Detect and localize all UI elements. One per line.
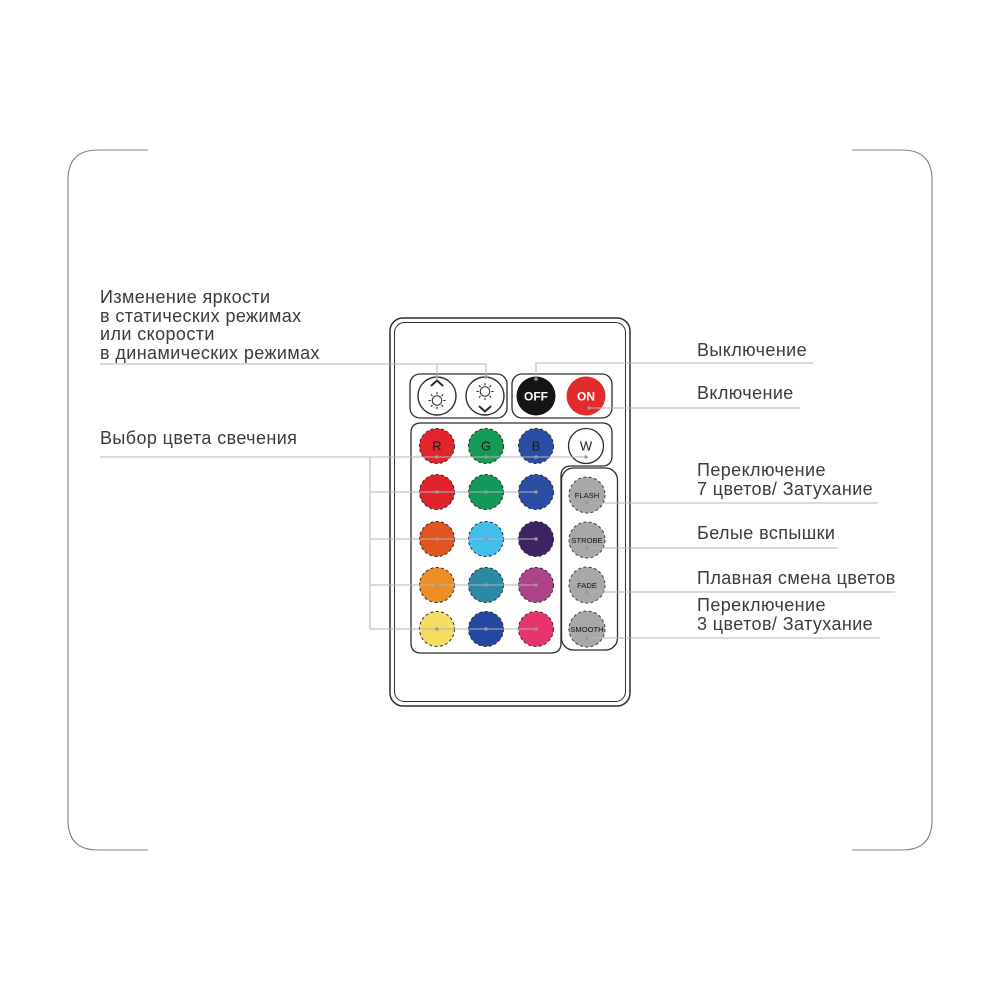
annotation-line: в статических режимах <box>100 305 302 326</box>
r-label: R <box>432 438 442 454</box>
flash-button[interactable] <box>569 477 605 513</box>
strobe-button[interactable] <box>569 522 605 558</box>
flash-button-label: FLASH <box>574 490 600 500</box>
annotation-line: Переключение <box>697 595 826 615</box>
strobe-annotation: Белые вспышки <box>697 523 836 543</box>
g-label: G <box>480 438 492 454</box>
fade-button[interactable] <box>569 567 605 603</box>
brightness-up-button[interactable] <box>418 377 456 415</box>
off-button-label: OFF <box>524 389 548 404</box>
on-button-label: ON <box>577 389 595 404</box>
brightness-down-button[interactable] <box>466 377 504 415</box>
annotation-line: в динамических режимах <box>100 342 320 363</box>
annotation-line: Изменение яркости <box>100 287 271 307</box>
annotation-line: или скорости <box>100 324 215 344</box>
w-label: W <box>579 438 593 454</box>
remote-control <box>390 318 630 706</box>
strobe-button-label: STROBE <box>571 535 603 545</box>
fade-annotation: Плавная смена цветов <box>697 568 896 588</box>
b-label: B <box>531 438 541 454</box>
color-select-annotation: Выбор цвета свечения <box>100 428 298 448</box>
power-on-annotation: Включение <box>697 383 794 403</box>
off-button[interactable] <box>517 377 556 416</box>
smooth-button-label: SMOOTH <box>570 624 604 634</box>
smooth-button[interactable] <box>569 611 605 647</box>
fade-button-label: FADE <box>577 580 597 590</box>
on-button[interactable] <box>567 377 606 416</box>
annotation-line: 3 цветов/ Затухание <box>697 613 874 634</box>
annotation-line: Переключение <box>697 460 826 480</box>
power-off-annotation: Выключение <box>697 340 808 360</box>
annotation-line: 7 цветов/ Затухание <box>697 478 874 499</box>
